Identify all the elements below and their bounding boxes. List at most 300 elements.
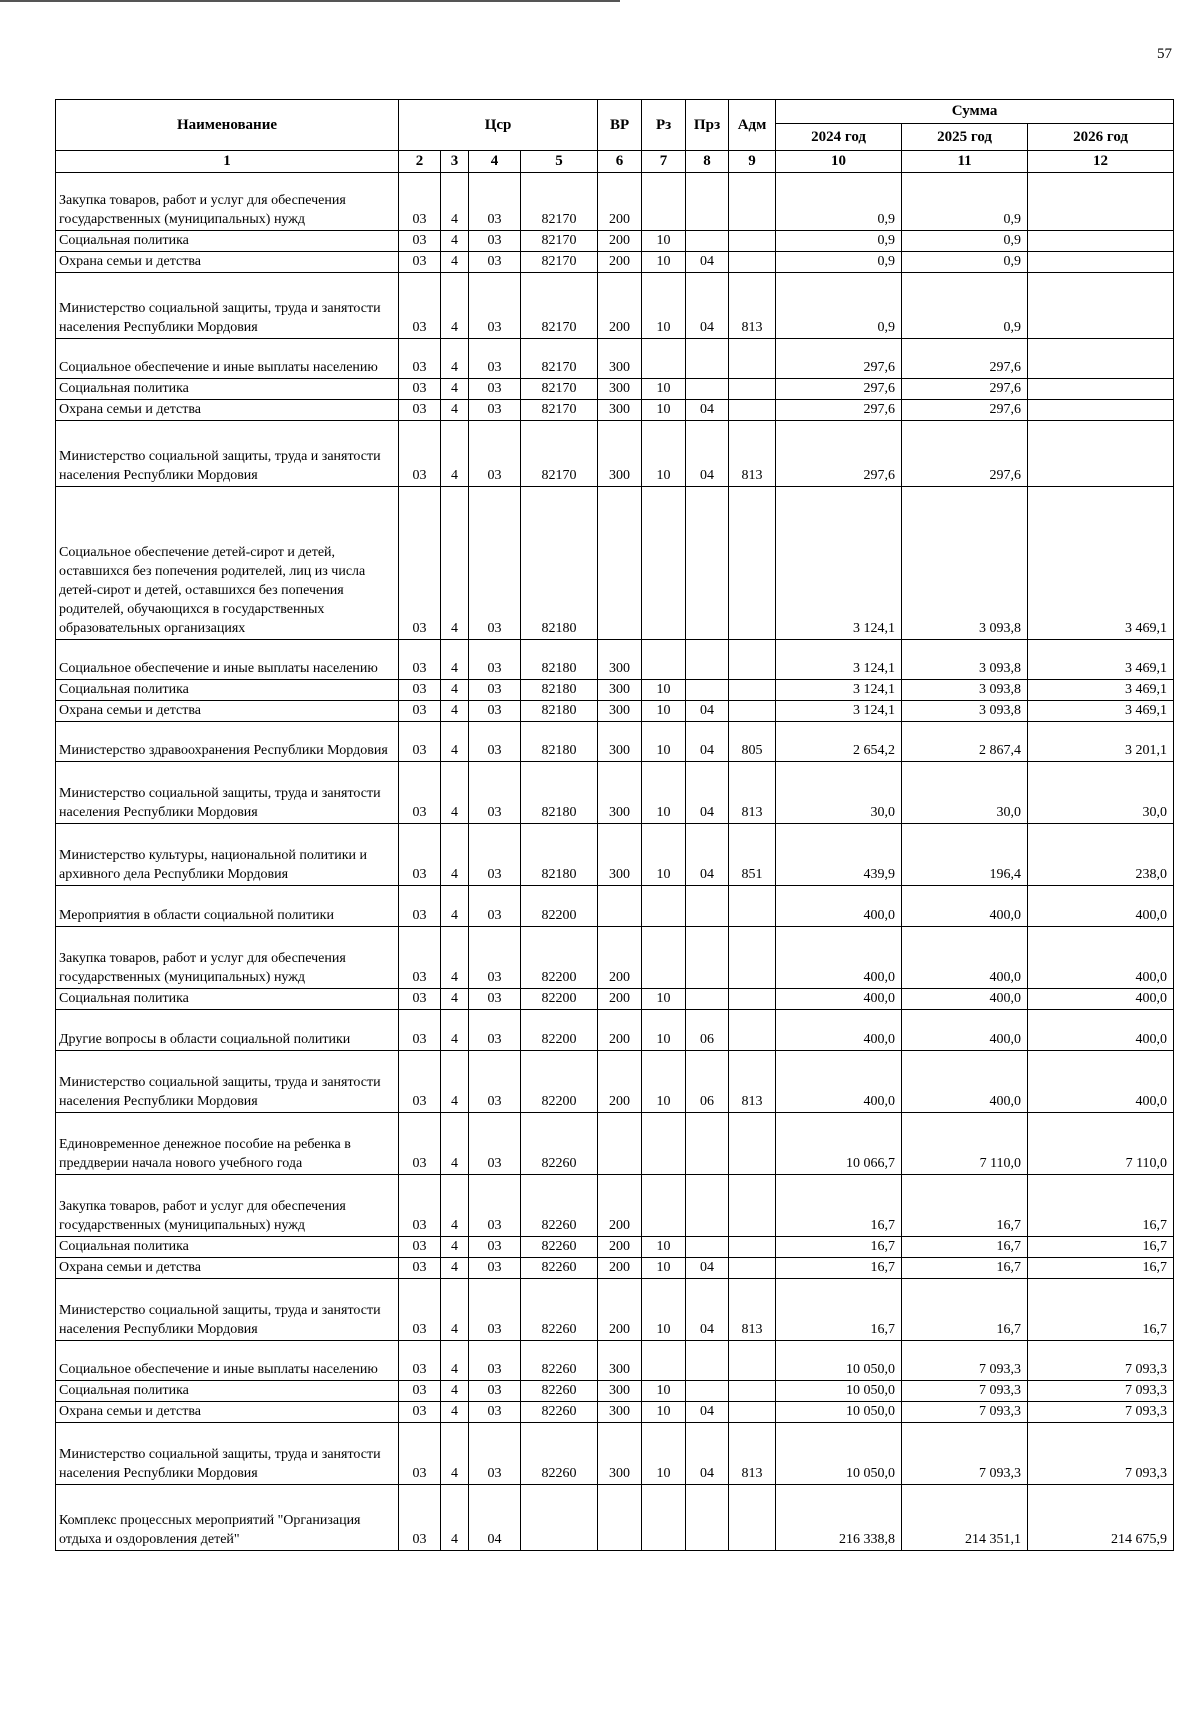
amount-2026: 3 469,1 [1028,680,1174,701]
csr-part-3: 03 [469,1258,521,1279]
csr-part-3: 03 [469,339,521,379]
rz-cell: 10 [642,1237,686,1258]
vr-cell: 200 [598,231,642,252]
vr-cell: 300 [598,680,642,701]
prz-cell: 04 [686,701,729,722]
csr-part-2: 4 [441,1341,469,1381]
amount-2025: 297,6 [902,339,1028,379]
adm-cell: 813 [729,1051,776,1113]
prz-cell [686,379,729,400]
amount-2025: 16,7 [902,1237,1028,1258]
csr-part-2: 4 [441,1279,469,1341]
csr-part-1: 03 [399,640,441,680]
header-year-2026: 2026 год [1028,124,1174,151]
amount-2024: 297,6 [776,379,902,400]
rz-cell [642,886,686,927]
csr-part-4: 82180 [521,680,598,701]
col-number: 2 [399,151,441,173]
amount-2024: 400,0 [776,1010,902,1051]
amount-2026 [1028,421,1174,487]
amount-2026: 7 093,3 [1028,1381,1174,1402]
amount-2026: 400,0 [1028,1010,1174,1051]
row-name: Министерство социальной защиты, труда и занятости населения Республики Мордовия [56,1423,399,1485]
csr-part-3: 03 [469,252,521,273]
csr-part-3: 03 [469,640,521,680]
amount-2024: 16,7 [776,1258,902,1279]
csr-part-2: 4 [441,680,469,701]
csr-part-3: 03 [469,1051,521,1113]
prz-cell [686,487,729,640]
amount-2026 [1028,252,1174,273]
prz-cell: 04 [686,1258,729,1279]
adm-cell [729,1175,776,1237]
csr-part-3: 04 [469,1485,521,1551]
csr-part-4: 82260 [521,1402,598,1423]
row-name: Единовременное денежное пособие на ребенка в преддверии начала нового учебного года [56,1113,399,1175]
table-body [56,173,1174,1551]
prz-cell [686,1113,729,1175]
amount-2025: 7 093,3 [902,1423,1028,1485]
amount-2025: 16,7 [902,1258,1028,1279]
table-row [56,1381,1174,1402]
amount-2025: 400,0 [902,989,1028,1010]
amount-2025: 297,6 [902,379,1028,400]
csr-part-3: 03 [469,1237,521,1258]
amount-2025: 214 351,1 [902,1485,1028,1551]
header-col-numbers [56,151,1174,173]
vr-cell: 200 [598,1237,642,1258]
row-name: Другие вопросы в области социальной политики [56,1010,399,1051]
adm-cell: 813 [729,1423,776,1485]
col-number: 1 [56,151,399,173]
vr-cell: 200 [598,989,642,1010]
table-row [56,1402,1174,1423]
table-row [56,487,1174,640]
prz-cell: 04 [686,273,729,339]
csr-part-2: 4 [441,722,469,762]
amount-2024: 3 124,1 [776,640,902,680]
header-row-1 [56,100,1174,124]
csr-part-1: 03 [399,231,441,252]
prz-cell [686,886,729,927]
table-row [56,886,1174,927]
row-name: Охрана семьи и детства [56,400,399,421]
rz-cell [642,640,686,680]
table-row [56,989,1174,1010]
col-number: 8 [686,151,729,173]
csr-part-3: 03 [469,173,521,231]
csr-part-1: 03 [399,701,441,722]
csr-part-2: 4 [441,1051,469,1113]
amount-2025: 0,9 [902,173,1028,231]
rz-cell: 10 [642,1402,686,1423]
vr-cell: 300 [598,762,642,824]
csr-part-3: 03 [469,680,521,701]
amount-2025: 16,7 [902,1279,1028,1341]
row-name: Министерство социальной защиты, труда и занятости населения Республики Мордовия [56,273,399,339]
rz-cell [642,1341,686,1381]
amount-2024: 297,6 [776,421,902,487]
rz-cell: 10 [642,273,686,339]
csr-part-4: 82180 [521,487,598,640]
vr-cell: 300 [598,339,642,379]
csr-part-4: 82180 [521,701,598,722]
csr-part-3: 03 [469,1341,521,1381]
amount-2025: 16,7 [902,1175,1028,1237]
csr-part-2: 4 [441,640,469,680]
amount-2026 [1028,273,1174,339]
prz-cell: 04 [686,762,729,824]
amount-2026: 7 093,3 [1028,1423,1174,1485]
table-row [56,722,1174,762]
header-name: Наименование [56,100,399,151]
vr-cell: 200 [598,1051,642,1113]
amount-2025: 400,0 [902,1051,1028,1113]
vr-cell: 300 [598,1381,642,1402]
rz-cell: 10 [642,824,686,886]
csr-part-4: 82170 [521,379,598,400]
vr-cell: 300 [598,1423,642,1485]
amount-2024: 297,6 [776,339,902,379]
csr-part-2: 4 [441,173,469,231]
amount-2024: 30,0 [776,762,902,824]
col-number: 6 [598,151,642,173]
table-row [56,1175,1174,1237]
table-row [56,640,1174,680]
amount-2026: 16,7 [1028,1175,1174,1237]
amount-2024: 297,6 [776,400,902,421]
csr-part-3: 03 [469,1381,521,1402]
prz-cell [686,339,729,379]
amount-2026: 400,0 [1028,1051,1174,1113]
amount-2024: 400,0 [776,989,902,1010]
amount-2025: 0,9 [902,231,1028,252]
rz-cell: 10 [642,762,686,824]
csr-part-1: 03 [399,886,441,927]
csr-part-3: 03 [469,701,521,722]
amount-2024: 0,9 [776,231,902,252]
amount-2025: 30,0 [902,762,1028,824]
amount-2025: 7 093,3 [902,1341,1028,1381]
amount-2024: 0,9 [776,173,902,231]
csr-part-1: 03 [399,1113,441,1175]
col-number: 9 [729,151,776,173]
vr-cell: 300 [598,421,642,487]
adm-cell [729,1402,776,1423]
csr-part-2: 4 [441,1258,469,1279]
amount-2024: 3 124,1 [776,487,902,640]
rz-cell: 10 [642,379,686,400]
table-row [56,701,1174,722]
amount-2024: 16,7 [776,1175,902,1237]
prz-cell [686,1237,729,1258]
vr-cell: 200 [598,1258,642,1279]
row-name: Социальная политика [56,680,399,701]
prz-cell: 04 [686,1423,729,1485]
csr-part-1: 03 [399,339,441,379]
rz-cell: 10 [642,1010,686,1051]
csr-part-2: 4 [441,1402,469,1423]
csr-part-1: 03 [399,989,441,1010]
vr-cell: 200 [598,273,642,339]
rz-cell: 10 [642,701,686,722]
prz-cell [686,1175,729,1237]
csr-part-2: 4 [441,1423,469,1485]
prz-cell: 06 [686,1010,729,1051]
amount-2025: 0,9 [902,273,1028,339]
csr-part-4: 82180 [521,762,598,824]
rz-cell: 10 [642,421,686,487]
amount-2026: 3 469,1 [1028,640,1174,680]
vr-cell: 300 [598,379,642,400]
csr-part-3: 03 [469,989,521,1010]
vr-cell: 300 [598,1402,642,1423]
csr-part-3: 03 [469,1010,521,1051]
table-row [56,1485,1174,1551]
adm-cell [729,640,776,680]
csr-part-3: 03 [469,722,521,762]
table-row [56,1341,1174,1381]
rz-cell: 10 [642,1051,686,1113]
adm-cell: 813 [729,1279,776,1341]
header-prz: Прз [686,100,729,151]
csr-part-4: 82260 [521,1341,598,1381]
row-name: Министерство социальной защиты, труда и занятости населения Республики Мордовия [56,1051,399,1113]
adm-cell [729,1010,776,1051]
amount-2024: 10 050,0 [776,1381,902,1402]
table-row [56,1051,1174,1113]
vr-cell: 300 [598,1341,642,1381]
prz-cell [686,1485,729,1551]
amount-2024: 10 050,0 [776,1341,902,1381]
adm-cell [729,989,776,1010]
prz-cell [686,989,729,1010]
header-rz: Рз [642,100,686,151]
amount-2026: 238,0 [1028,824,1174,886]
csr-part-3: 03 [469,824,521,886]
amount-2025: 7 093,3 [902,1381,1028,1402]
csr-part-1: 03 [399,1237,441,1258]
row-name: Охрана семьи и детства [56,1258,399,1279]
row-name: Социальная политика [56,1237,399,1258]
csr-part-1: 03 [399,722,441,762]
amount-2026: 7 093,3 [1028,1341,1174,1381]
csr-part-3: 03 [469,273,521,339]
table-row [56,1113,1174,1175]
adm-cell [729,339,776,379]
table-row [56,421,1174,487]
amount-2025: 3 093,8 [902,680,1028,701]
csr-part-1: 03 [399,421,441,487]
csr-part-2: 4 [441,339,469,379]
csr-part-1: 03 [399,173,441,231]
prz-cell [686,1341,729,1381]
amount-2025: 3 093,8 [902,701,1028,722]
rz-cell: 10 [642,1381,686,1402]
col-number: 7 [642,151,686,173]
col-number: 10 [776,151,902,173]
amount-2026: 400,0 [1028,989,1174,1010]
rz-cell [642,173,686,231]
amount-2025: 400,0 [902,927,1028,989]
amount-2025: 0,9 [902,252,1028,273]
csr-part-1: 03 [399,1051,441,1113]
csr-part-4: 82180 [521,824,598,886]
csr-part-2: 4 [441,400,469,421]
header-year-2024: 2024 год [776,124,902,151]
adm-cell [729,231,776,252]
csr-part-3: 03 [469,487,521,640]
vr-cell: 200 [598,927,642,989]
csr-part-2: 4 [441,701,469,722]
csr-part-2: 4 [441,379,469,400]
csr-part-4: 82200 [521,886,598,927]
adm-cell [729,173,776,231]
amount-2026: 400,0 [1028,886,1174,927]
csr-part-4: 82170 [521,231,598,252]
row-name: Мероприятия в области социальной политики [56,886,399,927]
row-name: Социальная политика [56,379,399,400]
amount-2026: 3 469,1 [1028,701,1174,722]
csr-part-1: 03 [399,1279,441,1341]
amount-2026: 16,7 [1028,1258,1174,1279]
adm-cell [729,487,776,640]
csr-part-1: 03 [399,1423,441,1485]
csr-part-2: 4 [441,487,469,640]
adm-cell [729,379,776,400]
table-row [56,379,1174,400]
table-row [56,1279,1174,1341]
rz-cell [642,1113,686,1175]
csr-part-3: 03 [469,1423,521,1485]
amount-2026 [1028,379,1174,400]
col-number: 12 [1028,151,1174,173]
csr-part-2: 4 [441,886,469,927]
csr-part-4: 82170 [521,400,598,421]
amount-2026: 3 201,1 [1028,722,1174,762]
prz-cell: 04 [686,722,729,762]
row-name: Охрана семьи и детства [56,252,399,273]
amount-2024: 400,0 [776,927,902,989]
table-row [56,273,1174,339]
csr-part-3: 03 [469,1279,521,1341]
row-name: Охрана семьи и детства [56,1402,399,1423]
amount-2026 [1028,173,1174,231]
amount-2024: 16,7 [776,1237,902,1258]
header-summa: Сумма [776,100,1174,124]
rz-cell: 10 [642,680,686,701]
csr-part-1: 03 [399,400,441,421]
table-row [56,927,1174,989]
table-row [56,1237,1174,1258]
csr-part-1: 03 [399,487,441,640]
csr-part-2: 4 [441,824,469,886]
csr-part-3: 03 [469,1402,521,1423]
csr-part-4: 82260 [521,1279,598,1341]
amount-2025: 3 093,8 [902,640,1028,680]
adm-cell [729,400,776,421]
csr-part-1: 03 [399,252,441,273]
vr-cell: 300 [598,400,642,421]
csr-part-1: 03 [399,1175,441,1237]
csr-part-2: 4 [441,1485,469,1551]
rz-cell [642,1175,686,1237]
row-name: Социальное обеспечение и иные выплаты населению [56,1341,399,1381]
table-row [56,339,1174,379]
csr-part-2: 4 [441,1237,469,1258]
csr-part-1: 03 [399,1485,441,1551]
rz-cell [642,339,686,379]
csr-part-4: 82260 [521,1423,598,1485]
csr-part-1: 03 [399,824,441,886]
amount-2024: 439,9 [776,824,902,886]
amount-2025: 7 110,0 [902,1113,1028,1175]
prz-cell: 04 [686,252,729,273]
page-number: 57 [1157,46,1172,62]
table-row [56,1010,1174,1051]
rz-cell [642,927,686,989]
header-year-2025: 2025 год [902,124,1028,151]
csr-part-4: 82200 [521,927,598,989]
prz-cell [686,927,729,989]
table-row [56,173,1174,231]
amount-2024: 16,7 [776,1279,902,1341]
adm-cell [729,886,776,927]
adm-cell [729,1381,776,1402]
amount-2025: 2 867,4 [902,722,1028,762]
csr-part-4: 82260 [521,1175,598,1237]
adm-cell [729,1258,776,1279]
csr-part-4: 82260 [521,1258,598,1279]
prz-cell: 04 [686,421,729,487]
row-name: Социальное обеспечение и иные выплаты населению [56,640,399,680]
csr-part-4: 82170 [521,252,598,273]
rz-cell: 10 [642,722,686,762]
csr-part-3: 03 [469,400,521,421]
vr-cell: 300 [598,722,642,762]
amount-2024: 3 124,1 [776,701,902,722]
amount-2026: 7 093,3 [1028,1402,1174,1423]
rz-cell: 10 [642,1258,686,1279]
adm-cell [729,1341,776,1381]
amount-2026: 7 110,0 [1028,1113,1174,1175]
csr-part-4: 82260 [521,1113,598,1175]
csr-part-2: 4 [441,1010,469,1051]
csr-part-4: 82170 [521,421,598,487]
budget-table [55,99,1174,1551]
header-csr: Цср [399,100,598,151]
rz-cell: 10 [642,989,686,1010]
amount-2026 [1028,400,1174,421]
row-name: Социальное обеспечение детей-сирот и детей, оставшихся без попечения родителей, лиц из числа детей-сирот и детей, оставшихся без попечения родителей, обучающихся в государственных образовательных организациях [56,487,399,640]
adm-cell [729,1485,776,1551]
table-row [56,762,1174,824]
vr-cell: 200 [598,173,642,231]
amount-2025: 297,6 [902,421,1028,487]
col-number: 11 [902,151,1028,173]
csr-part-1: 03 [399,927,441,989]
vr-cell [598,1485,642,1551]
amount-2025: 196,4 [902,824,1028,886]
amount-2026 [1028,339,1174,379]
csr-part-2: 4 [441,1175,469,1237]
adm-cell [729,680,776,701]
header-vr: ВР [598,100,642,151]
prz-cell [686,680,729,701]
csr-part-3: 03 [469,379,521,400]
rz-cell: 10 [642,1423,686,1485]
amount-2024: 3 124,1 [776,680,902,701]
